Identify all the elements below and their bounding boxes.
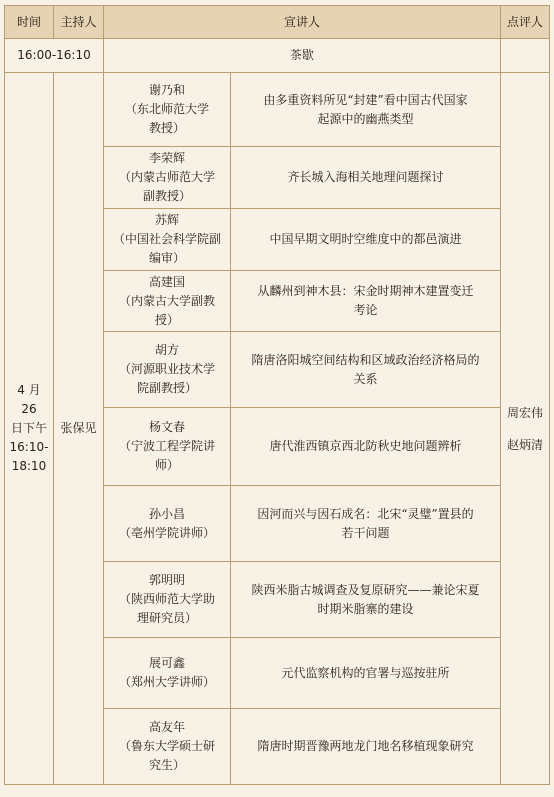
speaker-name: 孙小昌 [148,506,185,521]
speaker-affiliation: 究生） [148,758,185,772]
session-time-line: 16:10- [9,440,49,454]
speaker-affiliation: （宁波工程学院讲 [118,439,215,453]
topic-line: 关系 [353,371,378,386]
speaker-name: 胡方 [154,343,179,357]
reviewer-name: 周宏伟 [507,405,544,420]
speaker-affiliation: （河源职业技术学 [118,362,215,376]
topic-line: 由多重资料所见“封建”看中国古代国家 [263,92,468,107]
topic-line: 中国早期文明时空维度中的都邑演进 [269,232,462,246]
session-time-line: 18:10 [11,459,47,473]
session-time-line: 4 月 26 [17,383,41,416]
topic-line: 隋唐时期晋豫两地龙门地名移植现象研究 [257,739,474,753]
speaker-name: 杨文春 [148,420,185,434]
topic-cell [231,209,501,271]
speaker-cell [104,147,231,209]
speaker-cell [104,562,231,638]
topic-cell [231,709,501,785]
schedule-table [4,5,550,785]
session-time [5,73,54,785]
speaker-affiliation: （中国社会科学院副 [112,232,221,246]
speaker-cell [104,209,231,271]
speaker-name: 高友年 [148,720,185,734]
speaker-affiliation: 师） [154,458,179,472]
topic-line: 唐代淮西镇京西北防秋史地问题辨析 [269,439,462,453]
topic-line: 陕西米脂古城调查及复原研究——兼论宋夏 [251,582,480,597]
speaker-affiliation: （鲁东大学硕士研 [118,739,215,753]
header-time: 时间 [5,6,54,39]
topic-line: 若干问题 [341,525,390,540]
speaker-cell [104,638,231,709]
speaker-affiliation: 编审） [148,251,185,265]
speaker-affiliation: （内蒙古师范大学 [118,170,215,184]
topic-line: 时期米脂寨的建设 [317,601,414,616]
speaker-name: 谢乃和 [148,83,185,97]
tea-break-reviewer-cell [501,39,550,73]
speaker-affiliation: 副教授） [142,189,191,203]
session-reviewers [501,73,550,785]
speaker-cell [104,332,231,408]
speaker-cell [104,709,231,785]
topic-cell [231,562,501,638]
speaker-affiliation: （陕西师范大学助 [118,592,215,606]
speaker-affiliation: （亳州学院讲师） [118,525,215,540]
session-row [5,73,550,147]
topic-cell [231,147,501,209]
topic-line: 考论 [353,303,378,317]
speaker-affiliation: 教授） [148,121,185,135]
header-lecturer: 宣讲人 [104,6,501,39]
reviewer-name: 赵炳清 [507,437,544,452]
speaker-name: 展可鑫 [148,656,185,670]
speaker-cell [104,73,231,147]
speaker-affiliation: （内蒙古大学副教 [118,293,215,308]
speaker-name: 李荣辉 [148,151,185,165]
topic-cell [231,271,501,332]
speaker-name: 高建国 [148,274,185,289]
tea-break-label: 茶歇 [104,39,501,73]
speaker-name: 郭明明 [148,573,185,587]
topic-cell [231,332,501,408]
session-time-line: 日下午 [10,421,47,435]
speaker-name: 苏辉 [154,213,179,227]
speaker-cell [104,271,231,332]
topic-line: 隋唐洛阳城空间结构和区域政治经济格局的 [251,352,480,367]
tea-break-time: 16:00-16:10 [5,39,104,73]
topic-line: 从麟州到神木县：宋金时期神木建置变迁 [257,284,474,298]
session-host: 张保见 [54,73,104,785]
speaker-affiliation: （东北师范大学 [124,102,209,116]
speaker-cell [104,486,231,562]
header-reviewer: 点评人 [501,6,550,39]
topic-cell [231,486,501,562]
header-row [5,6,550,39]
header-host: 主持人 [54,6,104,39]
topic-cell [231,408,501,486]
topic-line: 元代监察机构的官署与巡按驻所 [281,665,450,680]
speaker-affiliation: 授） [154,312,179,327]
topic-line: 因河而兴与因石成名：北宋“灵璧”置县的 [257,506,474,521]
topic-line: 齐长城入海相关地理问题探讨 [287,170,444,184]
speaker-affiliation: 院副教授） [136,381,197,395]
speaker-cell [104,408,231,486]
speaker-affiliation: （郑州大学讲师） [118,675,215,689]
topic-cell [231,73,501,147]
tea-break-row [5,39,550,73]
speaker-affiliation: 理研究员） [136,611,197,625]
topic-line: 起源中的幽燕类型 [317,111,414,126]
topic-cell [231,638,501,709]
